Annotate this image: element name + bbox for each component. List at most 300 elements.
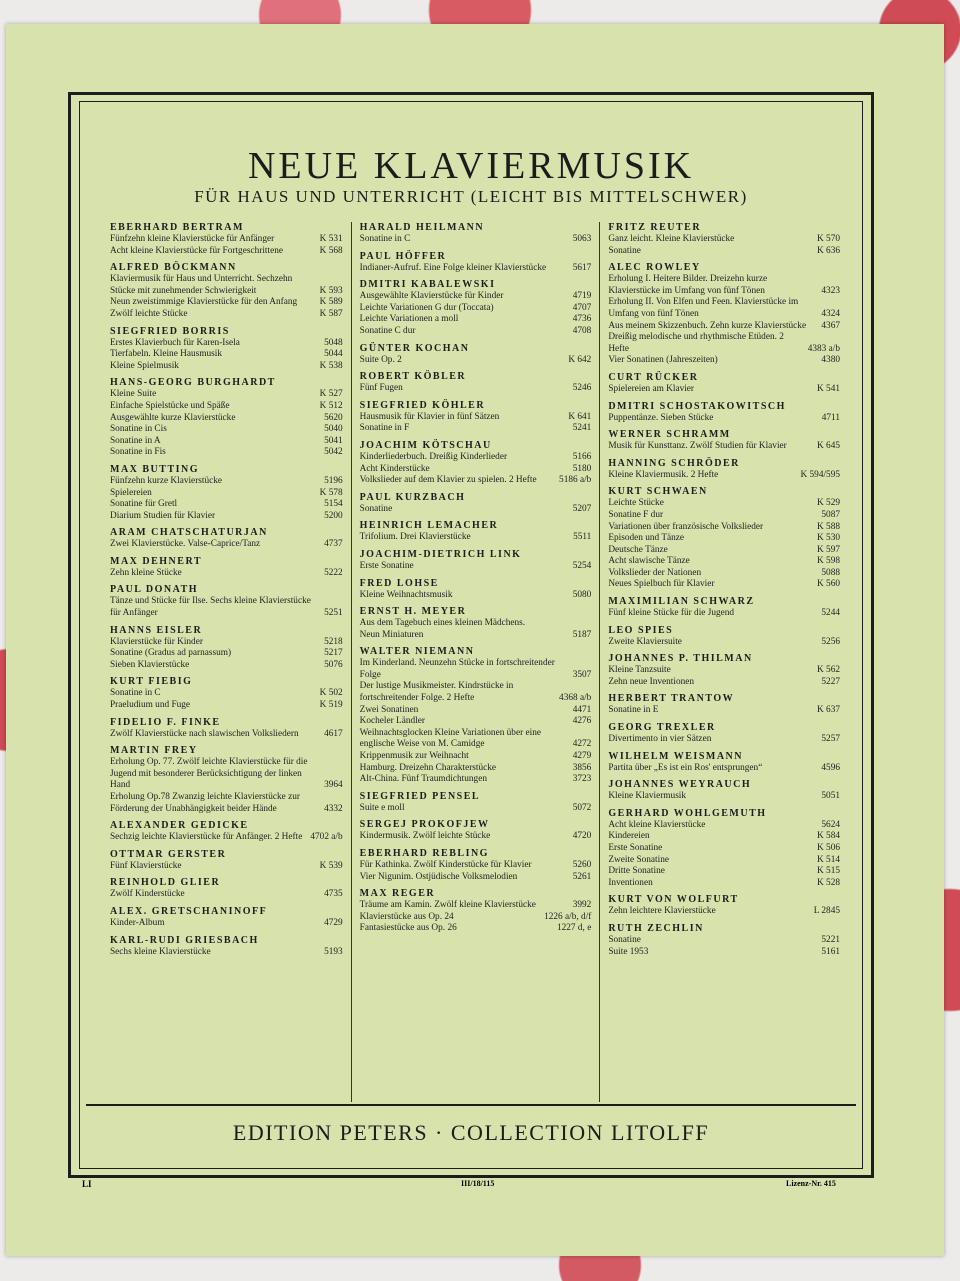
work-row: [360, 618, 592, 630]
edition-number: 5254: [572, 560, 592, 571]
edition-number: 5193: [324, 946, 343, 957]
composer-name: MAX DEHNERT: [110, 555, 202, 567]
work-title: Kinderliederbuch. Dreißig Kinderlieder: [359, 451, 508, 462]
work-title: Fünf Fugen: [359, 383, 403, 394]
work-title: Neun zweistimmige Klavierstücke für den Anfang: [110, 297, 298, 308]
work-row: [110, 297, 343, 309]
edition-number: 4736: [572, 314, 592, 325]
composer-name: MAX BUTTING: [110, 463, 200, 475]
work-title: Kocheler Ländler: [359, 716, 425, 727]
composer-entry: [608, 486, 840, 591]
edition-number: K 637: [817, 705, 840, 716]
license-number: Lizenz-Nr. 415: [786, 1179, 836, 1188]
composer-name: HARALD HEILMANN: [359, 222, 485, 233]
footer-divider: [86, 1104, 856, 1106]
composer-name: ALEC ROWLEY: [608, 262, 701, 274]
composer-name: FRED LOHSE: [359, 577, 439, 589]
work-title: Dritte Sonatine: [608, 866, 665, 877]
composer-entry: [608, 923, 840, 958]
composer-entry: [608, 458, 840, 482]
composer-name: SIEGFRIED KÖHLER: [359, 399, 486, 411]
composer-entry: [608, 401, 840, 425]
composer-entry: [110, 262, 343, 320]
work-title: Leichte Stücke: [608, 498, 664, 509]
edition-number: 5051: [821, 791, 840, 802]
work-row: [360, 912, 592, 924]
edition-number: 5620: [324, 412, 343, 423]
work-title: Aus meinem Skizzenbuch. Zehn kurze Klavierstücke: [608, 320, 807, 331]
work-row: [110, 832, 343, 844]
work-row: [360, 452, 592, 464]
work-title: Spielereien: [110, 487, 152, 498]
composer-entry: [360, 371, 592, 395]
composer-name: PAUL KURZBACH: [359, 491, 466, 503]
edition-number: K 578: [319, 487, 343, 498]
composer-entry: [110, 584, 343, 619]
composer-name: SIEGFRIED PENSEL: [359, 790, 481, 802]
edition-number: 5187: [572, 629, 592, 640]
work-row: [360, 314, 592, 326]
page-border: [68, 92, 874, 1178]
edition-number: K 642: [568, 354, 592, 365]
edition-number: 5044: [324, 349, 343, 360]
work-row: [360, 658, 592, 681]
work-title: Sieben Klavierstücke: [110, 659, 190, 670]
work-title: Sonatine F dur: [608, 509, 664, 520]
work-row: [110, 389, 343, 401]
composer-name: JOHANNES WEYRAUCH: [608, 779, 752, 791]
work-title: Sonatine in A: [110, 435, 161, 446]
work-title: Sonatine in C: [359, 234, 411, 244]
work-title: Erholung II. Von Elfen und Feen. Klavierstücke im Umfang von fünf Tönen: [608, 297, 799, 319]
publisher-footer: EDITION PETERS · COLLECTION LITOLFF: [232, 1120, 710, 1145]
work-row: [608, 533, 840, 545]
edition-number: K 527: [319, 389, 343, 400]
edition-number: K 539: [319, 860, 343, 871]
composer-entry: [360, 578, 592, 602]
work-title: Fünf Klavierstücke: [110, 860, 182, 871]
work-title: Kindermusik. Zwölf leichte Stücke: [359, 831, 491, 842]
edition-number: 4276: [572, 716, 592, 727]
work-row: [360, 423, 592, 435]
work-title: Sonatine: [608, 934, 641, 945]
edition-number: K 506: [817, 843, 840, 853]
edition-number: 5048: [324, 337, 343, 348]
edition-number: K 598: [817, 556, 840, 567]
work-title: Kindereien: [608, 831, 650, 842]
work-title: Sonatine: [608, 245, 641, 256]
composer-name: HANNING SCHRÖDER: [608, 457, 740, 469]
edition-number: 4383 a/b: [807, 343, 840, 354]
work-title: Kinder-Album: [110, 917, 165, 928]
work-row: [360, 681, 592, 704]
column-middle: [351, 222, 600, 1102]
edition-number: 1227 d, e: [556, 923, 592, 934]
composer-entry: [110, 820, 343, 844]
composer-name: WILHELM WEISMANN: [608, 750, 743, 762]
work-row: [608, 705, 840, 717]
composer-name: DMITRI KABALEWSKI: [359, 279, 496, 291]
composer-name: JOACHIM KÖTSCHAU: [359, 439, 492, 451]
work-row: [360, 923, 592, 935]
composer-entry: [110, 222, 343, 257]
work-row: [360, 561, 592, 573]
work-title: Erste Sonatine: [608, 843, 663, 853]
work-title: Ausgewählte Klavierstücke für Kinder: [359, 291, 504, 302]
work-title: Acht slawische Tänze: [608, 556, 690, 567]
composer-name: GÜNTER KOCHAN: [359, 342, 470, 354]
work-row: [608, 234, 840, 246]
edition-number: K 645: [817, 441, 840, 452]
composer-name: WERNER SCHRAMM: [608, 429, 731, 441]
work-title: Leichte Variationen G dur (Toccata): [359, 302, 494, 313]
work-title: Hausmusik für Klavier in fünf Sätzen: [359, 411, 500, 422]
work-title: Acht kleine Klavierstücke für Fortgeschrittene: [110, 245, 283, 256]
work-title: Spielereien am Klavier: [608, 383, 695, 394]
edition-number: 4272: [572, 739, 592, 750]
composer-entry: [360, 549, 592, 573]
composer-name: SIEGFRIED BORRIS: [110, 325, 230, 337]
work-title: Trifolium. Drei Klavierstücke: [359, 532, 471, 543]
work-title: Der lustige Musikmeister. Kindrstücke in fortschreitender Folge. 2 Hefte: [359, 681, 514, 704]
work-row: [110, 568, 343, 580]
edition-number: K 597: [817, 544, 840, 555]
edition-number: 5257: [821, 734, 840, 745]
composer-name: OTTMAR GERSTER: [110, 848, 227, 860]
edition-number: 3723: [572, 774, 592, 785]
work-row: [608, 820, 840, 832]
work-title: Zehn leichtere Klavierstücke: [608, 906, 716, 917]
work-row: [608, 568, 840, 580]
work-row: [360, 728, 592, 751]
composer-entry: [608, 222, 840, 257]
work-title: Einfache Spielstücke und Späße: [110, 400, 230, 411]
edition-number: L 2845: [813, 906, 840, 917]
work-title: Aus dem Tagebuch eines kleinen Mädchens.: [359, 618, 526, 629]
edition-number: 5180: [572, 463, 592, 474]
edition-number: 5063: [572, 234, 592, 244]
work-row: [110, 413, 343, 425]
work-row: [608, 297, 840, 320]
work-row: [110, 274, 343, 297]
edition-number: 4596: [821, 762, 840, 773]
work-title: Musik für Kunsttanz. Zwölf Studien für Klavier: [608, 441, 787, 452]
composer-name: MAX REGER: [359, 888, 436, 900]
edition-number: 4279: [572, 751, 592, 762]
edition-number: 5088: [821, 567, 840, 578]
work-title: Sonatine in C: [110, 688, 161, 699]
work-row: [608, 355, 840, 367]
work-title: Weihnachtsglocken Kleine Variationen über eine englische Weise von M. Camidge: [359, 727, 541, 750]
work-title: Sonatine C dur: [359, 325, 416, 336]
composer-entry: [608, 779, 840, 803]
edition-number: 3992: [572, 900, 592, 911]
edition-number: 5072: [572, 802, 592, 813]
composer-name: FRITZ REUTER: [608, 222, 702, 233]
work-title: Klavierstücke aus Op. 24: [359, 911, 454, 922]
composer-entry: [360, 440, 592, 487]
composer-entry: [360, 492, 592, 516]
composer-entry: [608, 372, 840, 396]
work-row: [110, 757, 343, 792]
composer-entry: [110, 849, 343, 873]
work-title: Zehn neue Inventionen: [608, 676, 695, 687]
page-subtitle: FÜR HAUS UND UNTERRICHT (LEICHT BIS MITTELSCHWER): [194, 187, 748, 206]
composer-name: GERHARD WOHLGEMUTH: [608, 807, 767, 819]
work-title: Praeludium und Fuge: [110, 700, 191, 711]
edition-number: 5041: [324, 435, 343, 446]
work-title: Zwölf Klavierstücke nach slawischen Volksliedern: [110, 728, 299, 739]
composer-name: EBERHARD REBLING: [359, 848, 489, 859]
edition-number: 5222: [324, 567, 343, 578]
edition-number: K 562: [817, 665, 840, 676]
edition-number: K 538: [319, 360, 343, 371]
work-row: [110, 889, 343, 901]
edition-number: K 531: [319, 234, 343, 244]
work-title: Sonatine in Fis: [110, 447, 166, 458]
work-row: [360, 263, 592, 275]
edition-number: 4702 a/b: [310, 832, 343, 843]
composer-entry: [360, 251, 592, 275]
work-row: [608, 556, 840, 568]
work-row: [360, 831, 592, 843]
work-row: [360, 504, 592, 516]
column-left: [102, 222, 351, 1102]
edition-number: 5076: [324, 659, 343, 670]
work-title: Klavierstücke für Kinder: [110, 636, 203, 647]
work-title: Sonatine (Gradus ad parnassum): [110, 648, 232, 659]
work-row: [110, 476, 343, 488]
work-title: Deutsche Tänze: [608, 544, 668, 555]
edition-number: 3964: [324, 780, 343, 791]
composer-name: PAUL HÖFFER: [359, 250, 447, 262]
work-row: [110, 424, 343, 436]
work-title: Sechzig leichte Klavierstücke für Anfänger. 2 Hefte: [110, 832, 303, 843]
work-row: [608, 831, 840, 843]
work-row: [360, 326, 592, 338]
work-row: [110, 947, 343, 959]
composer-entry: [360, 222, 592, 246]
edition-number: 5261: [572, 871, 592, 882]
composer-entry: [360, 279, 592, 337]
composer-name: ALFRED BÖCKMANN: [110, 262, 237, 274]
composer-name: LEO SPIES: [608, 624, 674, 636]
work-title: Tierfabeln. Kleine Hausmusik: [110, 349, 222, 360]
work-row: [608, 906, 840, 918]
work-title: Fünfzehn kleine Klavierstücke für Anfänger: [110, 234, 275, 244]
edition-number: 4323: [821, 285, 840, 296]
edition-number: 4708: [572, 325, 592, 336]
work-title: Kleine Suite: [110, 389, 157, 400]
edition-number: K 584: [817, 831, 840, 842]
work-row: [360, 630, 592, 642]
work-row: [608, 545, 840, 557]
edition-number: 5624: [821, 819, 840, 830]
edition-number: 5246: [572, 383, 592, 394]
composer-entry: [608, 693, 840, 717]
work-title: Sonatine: [359, 503, 393, 514]
edition-number: 5617: [572, 262, 592, 273]
page-inner-border: [79, 101, 863, 1169]
work-title: Kleine Klaviermusik. 2 Hefte: [608, 469, 719, 480]
work-title: Für Kathinka. Zwölf Kinderstücke für Klavier: [359, 860, 532, 870]
edition-number: K 593: [319, 285, 343, 296]
edition-number: 5207: [572, 503, 592, 514]
composer-name: KARL-RUDI GRIESBACH: [110, 934, 259, 946]
work-title: Hamburg. Dreizehn Charakterstücke: [359, 762, 497, 773]
work-row: [608, 866, 840, 878]
work-row: [110, 488, 343, 500]
edition-number: K 568: [319, 245, 343, 256]
work-title: Zweite Sonatine: [608, 854, 669, 865]
edition-number: 5511: [573, 532, 592, 543]
work-title: Zehn kleine Stücke: [110, 567, 182, 578]
edition-number: 5241: [572, 423, 592, 434]
composer-name: PAUL DONATH: [110, 584, 199, 596]
composer-entry: [608, 262, 840, 367]
composer-entry: [110, 676, 343, 711]
edition-number: K 636: [817, 245, 840, 256]
work-row: [360, 763, 592, 775]
composer-name: RUTH ZECHLIN: [608, 922, 704, 934]
edition-number: 5260: [572, 860, 592, 870]
composer-entry: [608, 653, 840, 688]
composer-name: HEINRICH LEMACHER: [359, 520, 499, 532]
work-title: Kleine Klaviermusik: [608, 791, 687, 802]
work-title: Neues Spielbuch für Klavier: [608, 579, 715, 590]
composer-entry: [608, 722, 840, 746]
composer-entry: [110, 906, 343, 930]
composer-entry: [608, 751, 840, 775]
edition-number: K 541: [817, 383, 840, 394]
work-row: [608, 522, 840, 534]
work-row: [608, 470, 840, 482]
edition-number: 5166: [572, 451, 592, 462]
edition-number: 4380: [821, 355, 840, 366]
work-title: Erholung Op.78 Zwanzig leichte Klavierstücke zur Förderung der Unabhängigkeit beider Hände: [110, 792, 301, 814]
edition-number: 5244: [821, 608, 840, 619]
work-row: [608, 791, 840, 803]
work-row: [360, 860, 592, 872]
composer-name: MAXIMILIAN SCHWARZ: [608, 596, 755, 608]
work-row: [360, 590, 592, 602]
composer-name: GEORG TREXLER: [608, 722, 716, 734]
work-row: [608, 608, 840, 620]
work-title: Fantasiestücke aus Op. 26: [359, 923, 457, 934]
work-title: Puppentänze. Sieben Stücke: [608, 412, 714, 423]
work-row: [608, 878, 840, 890]
work-title: Erholung Op. 77. Zwölf leichte Klavierstücke für die Jugend mit besonderer Berücksichtigung der linken Hand: [110, 757, 308, 791]
work-title: Neun Miniaturen: [359, 629, 424, 640]
work-title: Zwei Klavierstücke. Valse-Caprice/Tanz: [110, 539, 261, 550]
composer-entry: [110, 717, 343, 741]
composer-entry: [110, 527, 343, 551]
edition-number: 4720: [572, 831, 592, 842]
work-row: [110, 700, 343, 712]
composer-name: ALEX. GRETSCHANINOFF: [110, 905, 268, 917]
edition-number: 4324: [821, 308, 840, 319]
edition-number: K 560: [817, 579, 840, 590]
composer-entry: [360, 606, 592, 641]
work-row: [608, 947, 840, 959]
composer-entry: [110, 625, 343, 672]
work-row: [110, 499, 343, 511]
composer-name: FIDELIO F. FINKE: [110, 716, 221, 728]
work-title: Träume am Kamin. Zwölf kleine Klavierstücke: [359, 900, 536, 911]
edition-number: K 594/595: [800, 469, 840, 480]
edition-number: 4711: [821, 412, 840, 423]
work-title: Vier Nigunim. Ostjüdische Volksmelodien: [359, 871, 518, 882]
work-title: Sonatine für Gretl: [110, 499, 178, 510]
edition-number: 5087: [821, 509, 840, 520]
composer-entry: [360, 819, 592, 843]
work-row: [608, 935, 840, 947]
work-title: Variationen über französische Volkslieder: [608, 521, 764, 532]
work-title: Zwei Sonatinen: [359, 704, 419, 715]
edition-number: K 528: [817, 877, 840, 888]
work-row: [110, 447, 343, 459]
composer-entry: [608, 894, 840, 918]
edition-number: 4735: [324, 889, 343, 900]
work-row: [110, 688, 343, 700]
work-row: [110, 918, 343, 930]
catalog-page: [6, 24, 944, 1256]
edition-number: 4617: [324, 728, 343, 739]
work-row: [110, 401, 343, 413]
edition-number: 5256: [821, 636, 840, 647]
edition-number: 4719: [572, 291, 592, 302]
composer-name: JOACHIM-DIETRICH LINK: [359, 548, 522, 560]
edition-number: 5221: [821, 934, 840, 945]
work-title: Zwölf leichte Stücke: [110, 308, 188, 319]
work-title: Ausgewählte kurze Klavierstücke: [110, 412, 236, 423]
work-title: Volkslieder der Nationen: [608, 567, 702, 578]
work-row: [608, 321, 840, 333]
composer-entry: [360, 646, 592, 786]
work-row: [608, 763, 840, 775]
composer-name: HANS-GEORG BURGHARDT: [110, 377, 276, 389]
work-title: Acht Kinderstücke: [359, 463, 430, 474]
work-row: [608, 332, 840, 355]
composer-entry: [110, 745, 343, 815]
work-row: [110, 660, 343, 672]
edition-number: 5200: [324, 510, 343, 521]
work-title: Partita über „Es ist ein Ros' entsprungen“: [608, 762, 763, 773]
edition-number: 4737: [324, 539, 343, 550]
work-title: Suite e moll: [359, 802, 405, 813]
work-row: [360, 803, 592, 815]
work-row: [608, 677, 840, 689]
edition-number: K 570: [817, 234, 840, 244]
composer-entry: [360, 848, 592, 883]
work-row: [360, 291, 592, 303]
work-row: [360, 234, 592, 246]
work-row: [608, 510, 840, 522]
work-title: Fünf kleine Stücke für die Jugend: [608, 608, 735, 619]
composer-name: KURT FIEBIG: [110, 676, 193, 688]
page-title: NEUE KLAVIERMUSIK: [247, 145, 695, 187]
work-title: Vier Sonatinen (Jahreszeiten): [608, 355, 718, 366]
catalog-columns: [102, 222, 848, 1102]
edition-number: K 588: [817, 521, 840, 532]
edition-number: K 515: [817, 866, 840, 877]
composer-entry: [110, 464, 343, 522]
work-title: Inventionen: [608, 877, 653, 888]
work-row: [608, 665, 840, 677]
work-title: Episoden und Tänze: [608, 533, 685, 544]
work-title: Sonatine in Cis: [110, 424, 167, 435]
composer-entry: [360, 888, 592, 935]
